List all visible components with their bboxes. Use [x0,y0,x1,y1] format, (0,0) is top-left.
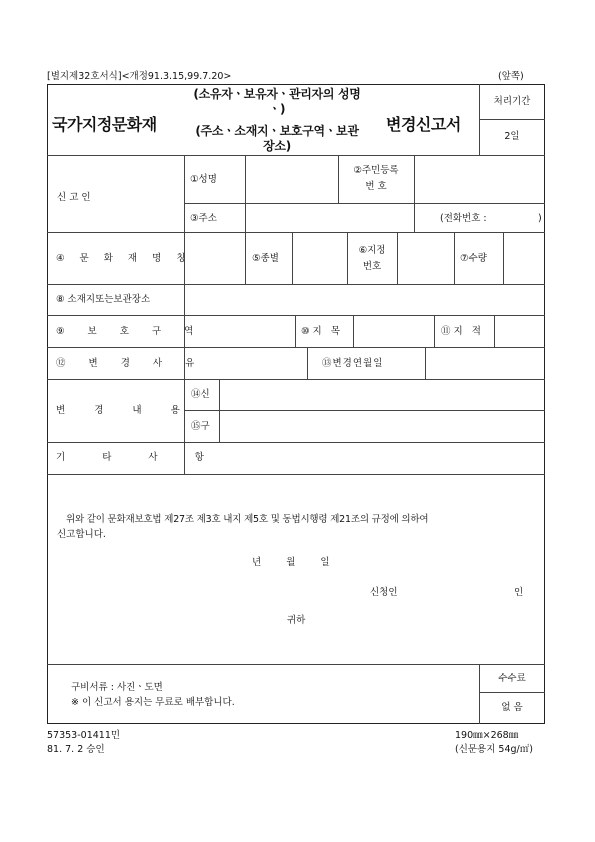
phone-label: (전화번호 : [440,213,487,224]
heritage-name-label: ④ 문 화 재 명 칭 [56,253,192,264]
processing-period-label: 처리기간 [493,96,531,107]
land-type-label: ⑩지 목 [301,326,343,337]
phone-close: ) [538,213,542,224]
new-label: ⑭신 [191,389,210,400]
fee-value: 없 음 [501,702,523,713]
form-number: [별지제32호서식]<개정91.3.15,99.7.20> [47,71,232,82]
form-frame [47,84,545,724]
applicant-label: 신청인 [370,587,398,598]
title-sub-line3: (주소ㆍ소재지ㆍ보호구역ㆍ보관 [195,124,359,138]
page-side-label: (앞쪽) [498,71,524,82]
title-right: 변경신고서 [386,115,461,134]
other-label: 기 타 사 항 [56,452,221,463]
address-label: ③주소 [190,213,217,224]
approval-date: 81. 7. 2 승인 [47,744,105,755]
form-code: 57353-01411민 [47,730,121,741]
location-label: ⑧ 소재지또는보관장소 [56,294,151,305]
seal-label: 인 [514,587,524,598]
designation-label-2: 번호 [362,261,382,272]
paper-type: (신문용지 54g/㎡) [455,744,533,755]
required-documents: 구비서류 : 사진ㆍ도면 [71,682,163,693]
title-left: 국가지정문화재 [52,115,157,134]
declaration-text-line1: 위와 같이 문화재보호법 제27조 제3호 내지 제5호 및 동법시행령 제21조의 규정에 의하여 [66,514,429,525]
addressee-label: 귀하 [287,615,306,626]
title-sub-line2: ㆍ) [268,102,286,116]
processing-period-value: 2일 [504,131,520,142]
free-distribution-note: ※ 이 신고서 용지는 무료로 배부합니다. [71,697,235,708]
old-label: ⑮구 [191,421,210,432]
declaration-date: 년 월 일 [252,557,330,568]
title-sub-line1: (소유자ㆍ보유자ㆍ관리자의 성명 [193,87,361,101]
type-label: ⑤종별 [252,253,279,264]
declaration-text-line2: 신고합니다. [57,529,106,540]
quantity-label: ⑦수량 [460,253,487,264]
area-label: ⑪지 적 [441,326,484,337]
change-reason-label: ⑫ 변 경 사 유 [56,358,205,369]
rrn-label-1: ②주민등록 [353,165,399,176]
paper-size: 190㎜×268㎜ [455,730,519,741]
designation-label-1: ⑥지정 [358,245,386,256]
name-label: ①성명 [190,174,217,185]
change-content-label: 변 경 내 용 [56,405,193,416]
rrn-label-2: 번 호 [365,181,387,192]
title-sub-line4: 장소) [263,139,291,153]
reporter-label: 신 고 인 [57,192,91,203]
change-date-label: ⑬변경연월일 [322,358,384,369]
fee-label: 수수료 [498,673,526,684]
protection-zone-label: ⑨ 보 호 구 역 [56,326,204,337]
